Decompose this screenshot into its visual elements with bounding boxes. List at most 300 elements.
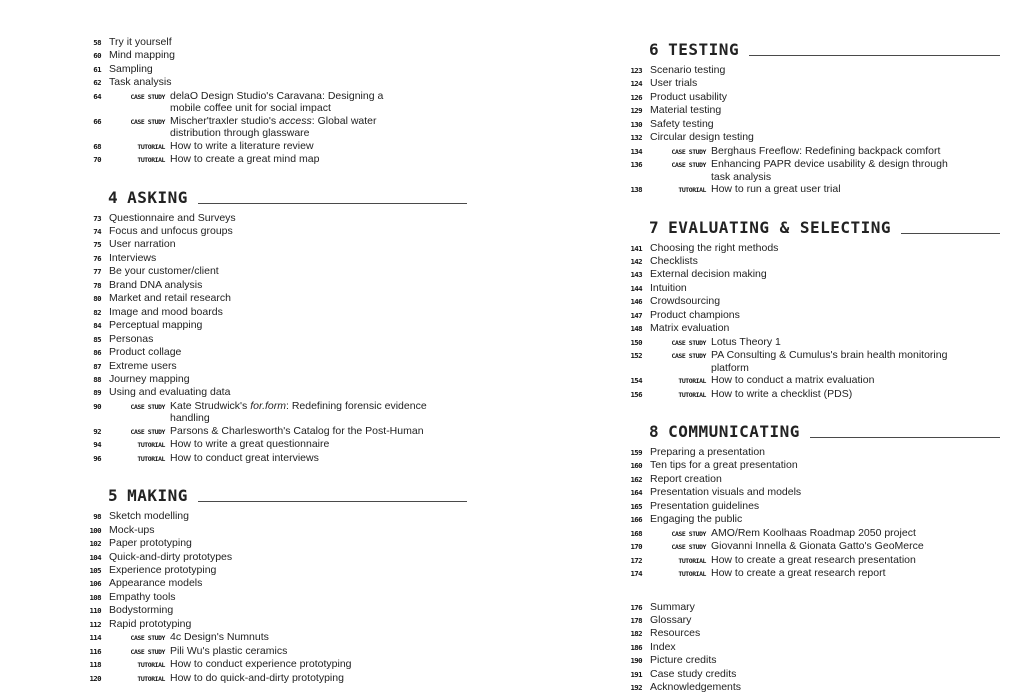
chapter-title: EVALUATING & SELECTING [668, 217, 892, 237]
toc-case-entry [75, 90, 467, 115]
page-number: 88 [93, 374, 101, 384]
toc-tutorial-entry [75, 672, 467, 685]
page-number: 123 [630, 66, 642, 75]
page-number: 166 [630, 515, 642, 525]
toc-entry-text-line: User narration [109, 238, 176, 251]
toc-entry [616, 513, 1000, 526]
toc-case-entry [75, 631, 467, 644]
toc-entry-title [109, 373, 467, 385]
toc-entry [75, 292, 467, 305]
case-study-label: CASE STUDY [130, 92, 165, 101]
toc-tutorial-entry [616, 374, 1000, 387]
toc-entry-title [109, 618, 467, 630]
toc-tutorial-entry [75, 153, 467, 166]
toc-entry-title [170, 631, 467, 643]
toc-entry-title [650, 64, 1000, 76]
page-number: 110 [89, 606, 101, 616]
end-matter-list [616, 601, 1000, 695]
toc-entry-text-line: How to conduct great interviews [170, 451, 319, 464]
toc-entry-text-line: Focus and unfocus groups [109, 224, 233, 237]
toc-entry-text-line: Index [650, 640, 676, 653]
toc-entry-title [170, 672, 467, 684]
page-number: 89 [93, 388, 101, 398]
toc-entry-title [170, 90, 467, 115]
toc-entry-text-line: Personas [109, 332, 154, 345]
page-number: 82 [93, 307, 101, 317]
toc-entry-title [650, 77, 1000, 89]
toc-entry [75, 319, 467, 332]
page-number: 80 [93, 294, 101, 304]
toc-entry-title [650, 104, 1000, 116]
toc-entry [616, 104, 1000, 117]
toc-entry-text-line: platform [711, 361, 749, 374]
toc-entry-title [650, 627, 1000, 639]
page-number: 104 [89, 552, 101, 562]
toc-entry [616, 242, 1000, 255]
tutorial-label: TUTORIAL [678, 186, 706, 195]
page-number: 132 [630, 133, 642, 143]
case-study-label: CASE STUDY [671, 352, 706, 361]
toc-entry-title [650, 309, 1000, 321]
toc-entry [75, 252, 467, 265]
page-number: 105 [89, 565, 101, 575]
toc-entry-text-line: Matrix evaluation [650, 322, 730, 335]
chapter-title: TESTING [668, 40, 740, 59]
page-number: 64 [93, 91, 101, 101]
toc-entry [75, 360, 467, 373]
toc-entry-title [650, 255, 1000, 267]
toc-entry-title [109, 577, 467, 589]
page-number: 182 [630, 629, 642, 639]
toc-entry-text-line: Summary [650, 600, 695, 613]
toc-entry-text-line: Bodystorming [109, 604, 174, 617]
toc-entry-text-line: Scenario testing [650, 64, 726, 76]
case-study-label: CASE STUDY [671, 147, 706, 156]
toc-entry-text-line: Sampling [109, 62, 153, 75]
toc-case-entry [616, 527, 1000, 540]
toc-entry [75, 49, 467, 62]
toc-entry-text-line: Image and mood boards [109, 305, 223, 318]
toc-entry-title [650, 668, 1000, 680]
page-number: 112 [89, 619, 101, 629]
page-number: 66 [93, 116, 101, 126]
toc-entry-text-line: Task analysis [109, 76, 172, 89]
toc-entry [75, 279, 467, 292]
toc-entry-text-line: Market and retail research [109, 292, 231, 305]
toc-entry-title [711, 527, 1000, 539]
heading-rule [198, 501, 467, 502]
page-number: 126 [630, 92, 642, 102]
toc-entry-text-line: Glossary [650, 613, 692, 626]
page-number: 154 [630, 376, 642, 386]
toc-entry [75, 265, 467, 278]
toc-entry [75, 238, 467, 251]
toc-entry-title [650, 614, 1000, 626]
toc-entry-title [109, 36, 467, 48]
page-number: 191 [630, 669, 642, 679]
page-number: 78 [93, 280, 101, 290]
toc-entry-title [170, 153, 467, 165]
toc-entry-title [711, 349, 1000, 374]
toc-entry-text-line: Experience prototyping [109, 563, 217, 576]
toc-entry-title [711, 374, 1000, 386]
tutorial-label: TUTORIAL [137, 454, 165, 463]
toc-entry-title [650, 473, 1000, 485]
toc-entry [616, 64, 1000, 77]
chapter-title: MAKING [127, 486, 188, 506]
page-number: 186 [630, 642, 642, 652]
toc-entry-title [109, 537, 467, 549]
toc-entry-text-line: Parsons & Charlesworth's Catalog for the Post-Human [170, 424, 424, 437]
toc-entry [616, 322, 1000, 335]
page-number: 100 [89, 525, 101, 535]
toc-entry-text-line: How to write a great questionnaire [170, 438, 330, 451]
toc-entry-text-line: How to conduct a matrix evaluation [711, 374, 875, 387]
toc-entry [616, 668, 1000, 681]
toc-entry [75, 577, 467, 590]
toc-entry [616, 641, 1000, 654]
toc-entry-text-line: How to write a checklist (PDS) [711, 387, 853, 400]
toc-entry-title [109, 252, 467, 264]
toc-tutorial-entry [616, 554, 1000, 567]
toc-entry [75, 510, 467, 523]
toc-entry-title [170, 425, 467, 437]
toc-case-entry [75, 115, 467, 140]
toc-entry-title [650, 486, 1000, 498]
page-number: 174 [630, 569, 642, 579]
toc-entry [75, 36, 467, 49]
toc-entry-title [650, 91, 1000, 103]
toc-entry-text-line: How to create a great mind map [170, 153, 320, 166]
toc-entry [616, 681, 1000, 694]
chapter-title: COMMUNICATING [668, 421, 800, 441]
toc-entry-text-line: Using and evaluating data [109, 386, 231, 399]
page-number: 130 [630, 119, 642, 129]
page-number: 144 [630, 283, 642, 293]
toc-entry-text-line: Safety testing [650, 117, 714, 130]
toc-entry-title [109, 333, 467, 345]
toc-entry-title [170, 400, 467, 425]
toc-entry-text-line: How to conduct experience prototyping [170, 658, 352, 671]
toc-entry [616, 459, 1000, 472]
toc-entry-title [650, 459, 1000, 471]
case-study-label: CASE STUDY [671, 543, 706, 552]
page-number: 70 [93, 155, 101, 165]
page-number: 84 [93, 321, 101, 331]
case-study-label: CASE STUDY [130, 402, 165, 411]
toc-entry [616, 614, 1000, 627]
page-number: 134 [630, 146, 642, 156]
toc-entry-title [650, 601, 1000, 613]
toc-entry-title [170, 658, 467, 670]
page-number: 152 [630, 351, 642, 361]
toc-entry-text-line: Try it yourself [109, 36, 172, 48]
toc-entry [616, 473, 1000, 486]
tutorial-label: TUTORIAL [137, 142, 165, 151]
toc-entry-text-line: How to do quick-and-dirty prototyping [170, 671, 344, 684]
toc-entry-title [650, 242, 1000, 254]
chapter-number: 5 [108, 486, 119, 506]
toc-entry-title [650, 268, 1000, 280]
page-number: 116 [89, 646, 101, 656]
toc-entry-title [711, 145, 1000, 157]
toc-entry [75, 225, 467, 238]
toc-case-entry [616, 349, 1000, 374]
toc-entry-text-line: Presentation guidelines [650, 499, 760, 512]
toc-entry-title [109, 386, 467, 398]
toc-tutorial-entry [616, 567, 1000, 580]
toc-entry-text-line: Presentation visuals and models [650, 486, 802, 499]
toc-entry-text-line: External decision making [650, 268, 767, 281]
toc-entry-title [650, 282, 1000, 294]
toc-entry-title [109, 524, 467, 536]
page-number: 178 [630, 615, 642, 625]
toc-entry-text-line: distribution through glassware [170, 127, 310, 140]
case-study-label: CASE STUDY [671, 529, 706, 538]
page-number: 61 [93, 64, 101, 74]
toc-entry [75, 76, 467, 89]
tutorial-label: TUTORIAL [137, 674, 165, 683]
chapter-number: 7 [649, 217, 660, 237]
toc-entry-title [650, 681, 1000, 693]
chapter-number: 8 [649, 421, 660, 441]
toc-entry-text-line: Ten tips for a great presentation [650, 459, 798, 472]
page-number: 142 [630, 256, 642, 266]
toc-entry-title [711, 336, 1000, 348]
toc-entry-title [650, 131, 1000, 143]
toc-tutorial-entry [616, 183, 1000, 196]
page-number: 60 [93, 51, 101, 61]
toc-entry-title [109, 265, 467, 277]
toc-entry [616, 282, 1000, 295]
page-number: 77 [93, 267, 101, 277]
toc-entry-text-line: Questionnaire and Surveys [109, 211, 236, 224]
toc-entry-text-line: Mind mapping [109, 49, 175, 62]
page-number: 90 [93, 401, 101, 411]
toc-entry-title [109, 49, 467, 61]
case-study-label: CASE STUDY [130, 427, 165, 436]
toc-tutorial-entry [75, 140, 467, 153]
page-number: 168 [630, 528, 642, 538]
toc-case-entry [75, 425, 467, 438]
toc-entry-title [170, 140, 467, 152]
toc-entry-title [170, 115, 467, 140]
toc-entry [75, 306, 467, 319]
toc-entry-text-line: Perceptual mapping [109, 319, 203, 332]
toc-entry-text-line: Crowdsourcing [650, 295, 721, 308]
toc-case-entry [616, 145, 1000, 158]
toc-entry-text-line: Preparing a presentation [650, 445, 765, 458]
chapter-heading [75, 486, 467, 505]
toc-entry-title [109, 76, 467, 88]
page-number: 76 [93, 253, 101, 263]
page-number: 160 [630, 461, 642, 471]
toc-entry [75, 212, 467, 225]
toc-entry [616, 255, 1000, 268]
tutorial-label: TUTORIAL [678, 377, 706, 386]
toc-case-entry [616, 158, 1000, 183]
toc-entry [75, 604, 467, 617]
toc-entry-text-line: Enhancing PAPR device usability & design through [711, 158, 948, 171]
toc-entry-title [109, 306, 467, 318]
toc-right-page-column [616, 40, 1000, 695]
toc-entry-text-line: Extreme users [109, 359, 177, 372]
toc-entry [616, 601, 1000, 614]
page-number: 85 [93, 334, 101, 344]
toc-entry-text-line: Sketch modelling [109, 510, 189, 523]
toc-entry-text-line: Intuition [650, 281, 687, 294]
page-number: 74 [93, 226, 101, 236]
toc-tutorial-entry [75, 452, 467, 465]
toc-entry-text-line: Mischer'traxler studio's access: Global water [170, 114, 377, 127]
toc-entry [75, 346, 467, 359]
page-number: 141 [630, 243, 642, 253]
chapter-heading [75, 188, 467, 207]
toc-entry-text-line: delaO Design Studio's Caravana: Designing a [170, 89, 384, 102]
toc-entry-title [109, 510, 467, 522]
page-number: 108 [89, 592, 101, 602]
page-number: 58 [93, 38, 101, 47]
page-number: 87 [93, 361, 101, 371]
toc-entry-text-line: mobile coffee unit for social impact [170, 102, 331, 115]
chapter-number: 4 [108, 187, 119, 207]
case-study-label: CASE STUDY [671, 161, 706, 170]
page-number: 106 [89, 579, 101, 589]
toc-entry [616, 446, 1000, 459]
page-number: 190 [630, 656, 642, 666]
toc-entry-text-line: Picture credits [650, 654, 717, 667]
page-number: 162 [630, 474, 642, 484]
toc-entry [616, 500, 1000, 513]
toc-entry-text-line: Report creation [650, 472, 722, 485]
toc-entry-text-line: 4c Design's Numnuts [170, 631, 269, 644]
toc-entry-title [711, 554, 1000, 566]
toc-entry [75, 63, 467, 76]
toc-entry-title [109, 360, 467, 372]
heading-rule [749, 55, 1000, 56]
case-study-label: CASE STUDY [130, 634, 165, 643]
toc-entry-text-line: Giovanni Innella & Gionata Gatto's GeoMerce [711, 540, 924, 553]
toc-entry-title [109, 319, 467, 331]
toc-entry [616, 295, 1000, 308]
page-number: 114 [89, 633, 101, 643]
toc-entry-text-line: Rapid prototyping [109, 617, 192, 630]
toc-entry-text-line: Choosing the right methods [650, 241, 779, 254]
toc-entry-text-line: Checklists [650, 254, 698, 267]
toc-entry-title [109, 604, 467, 616]
toc-entry-title [650, 500, 1000, 512]
toc-entry-text-line: task analysis [711, 170, 772, 183]
toc-entry-text-line: How to write a literature review [170, 139, 314, 152]
toc-entry-text-line: handling [170, 412, 210, 425]
toc-entry-text-line: Lotus Theory 1 [711, 335, 781, 348]
toc-entry [75, 591, 467, 604]
toc-entry-text-line: Be your customer/client [109, 265, 219, 278]
page-number: 98 [93, 512, 101, 522]
page-number: 120 [89, 673, 101, 683]
toc-entry-title [650, 641, 1000, 653]
chapter-heading [616, 218, 1000, 237]
toc-entry-text-line: Pili Wu's plastic ceramics [170, 644, 288, 657]
toc-entry [75, 618, 467, 631]
toc-entry-text-line: User trials [650, 77, 698, 90]
toc-entry [616, 627, 1000, 640]
toc-entry-title [170, 645, 467, 657]
toc-entry-text-line: Kate Strudwick's for.form: Redefining forensic evidence [170, 399, 427, 412]
chapter-heading [616, 422, 1000, 441]
page-number: 165 [630, 501, 642, 511]
toc-entry-title [109, 564, 467, 576]
toc-entry-title [650, 513, 1000, 525]
toc-tutorial-entry [75, 658, 467, 671]
toc-entry-text-line: Berghaus Freeflow: Redefining backpack comfort [711, 144, 941, 157]
toc-case-entry [616, 540, 1000, 553]
toc-entry [616, 309, 1000, 322]
page-number: 143 [630, 270, 642, 280]
page-number: 86 [93, 348, 101, 358]
toc-entry-text-line: Empathy tools [109, 590, 176, 603]
tutorial-label: TUTORIAL [137, 156, 165, 165]
toc-entry-text-line: Engaging the public [650, 513, 743, 526]
heading-rule [198, 203, 467, 204]
toc-entry-text-line: Resources [650, 627, 701, 640]
toc-entry [616, 486, 1000, 499]
page-number: 176 [630, 602, 642, 612]
toc-entry-title [711, 540, 1000, 552]
toc-entry-text-line: Product collage [109, 346, 182, 359]
case-study-label: CASE STUDY [671, 338, 706, 347]
page-number: 146 [630, 297, 642, 307]
page-number: 164 [630, 488, 642, 498]
page-number: 102 [89, 539, 101, 549]
toc-case-entry [75, 645, 467, 658]
toc-entry-text-line: Circular design testing [650, 131, 754, 144]
toc-entry-title [711, 158, 1000, 183]
toc-entry-text-line: How to create a great research report [711, 567, 886, 580]
toc-left-page-column [75, 36, 467, 685]
page-number: 136 [630, 160, 642, 170]
page-number: 124 [630, 79, 642, 89]
chapter-heading [616, 40, 1000, 59]
tutorial-label: TUTORIAL [678, 570, 706, 579]
page-number: 159 [630, 447, 642, 457]
toc-entry-text-line: Journey mapping [109, 372, 190, 385]
page-number: 73 [93, 213, 101, 223]
toc-tutorial-entry [616, 388, 1000, 401]
page-number: 150 [630, 337, 642, 347]
toc-entry-text-line: Acknowledgements [650, 681, 742, 694]
toc-entry-text-line: How to create a great research presentation [711, 553, 916, 566]
case-study-label: CASE STUDY [130, 117, 165, 126]
toc-entry [75, 537, 467, 550]
toc-entry-text-line: Interviews [109, 251, 157, 264]
toc-entry [616, 268, 1000, 281]
toc-entry-title [650, 295, 1000, 307]
toc-entry-text-line: Quick-and-dirty prototypes [109, 550, 233, 563]
toc-entry-text-line: Product champions [650, 308, 740, 321]
page-number: 129 [630, 106, 642, 116]
tutorial-label: TUTORIAL [137, 661, 165, 670]
chapter-number: 6 [649, 40, 660, 59]
heading-rule [901, 233, 1000, 234]
tutorial-label: TUTORIAL [678, 390, 706, 399]
toc-entry-title [170, 452, 467, 464]
page-number: 92 [93, 426, 101, 436]
toc-entry-text-line: Mock-ups [109, 523, 155, 536]
toc-entry-text-line: Material testing [650, 104, 722, 117]
toc-entry-title [650, 322, 1000, 334]
toc-entry [616, 131, 1000, 144]
